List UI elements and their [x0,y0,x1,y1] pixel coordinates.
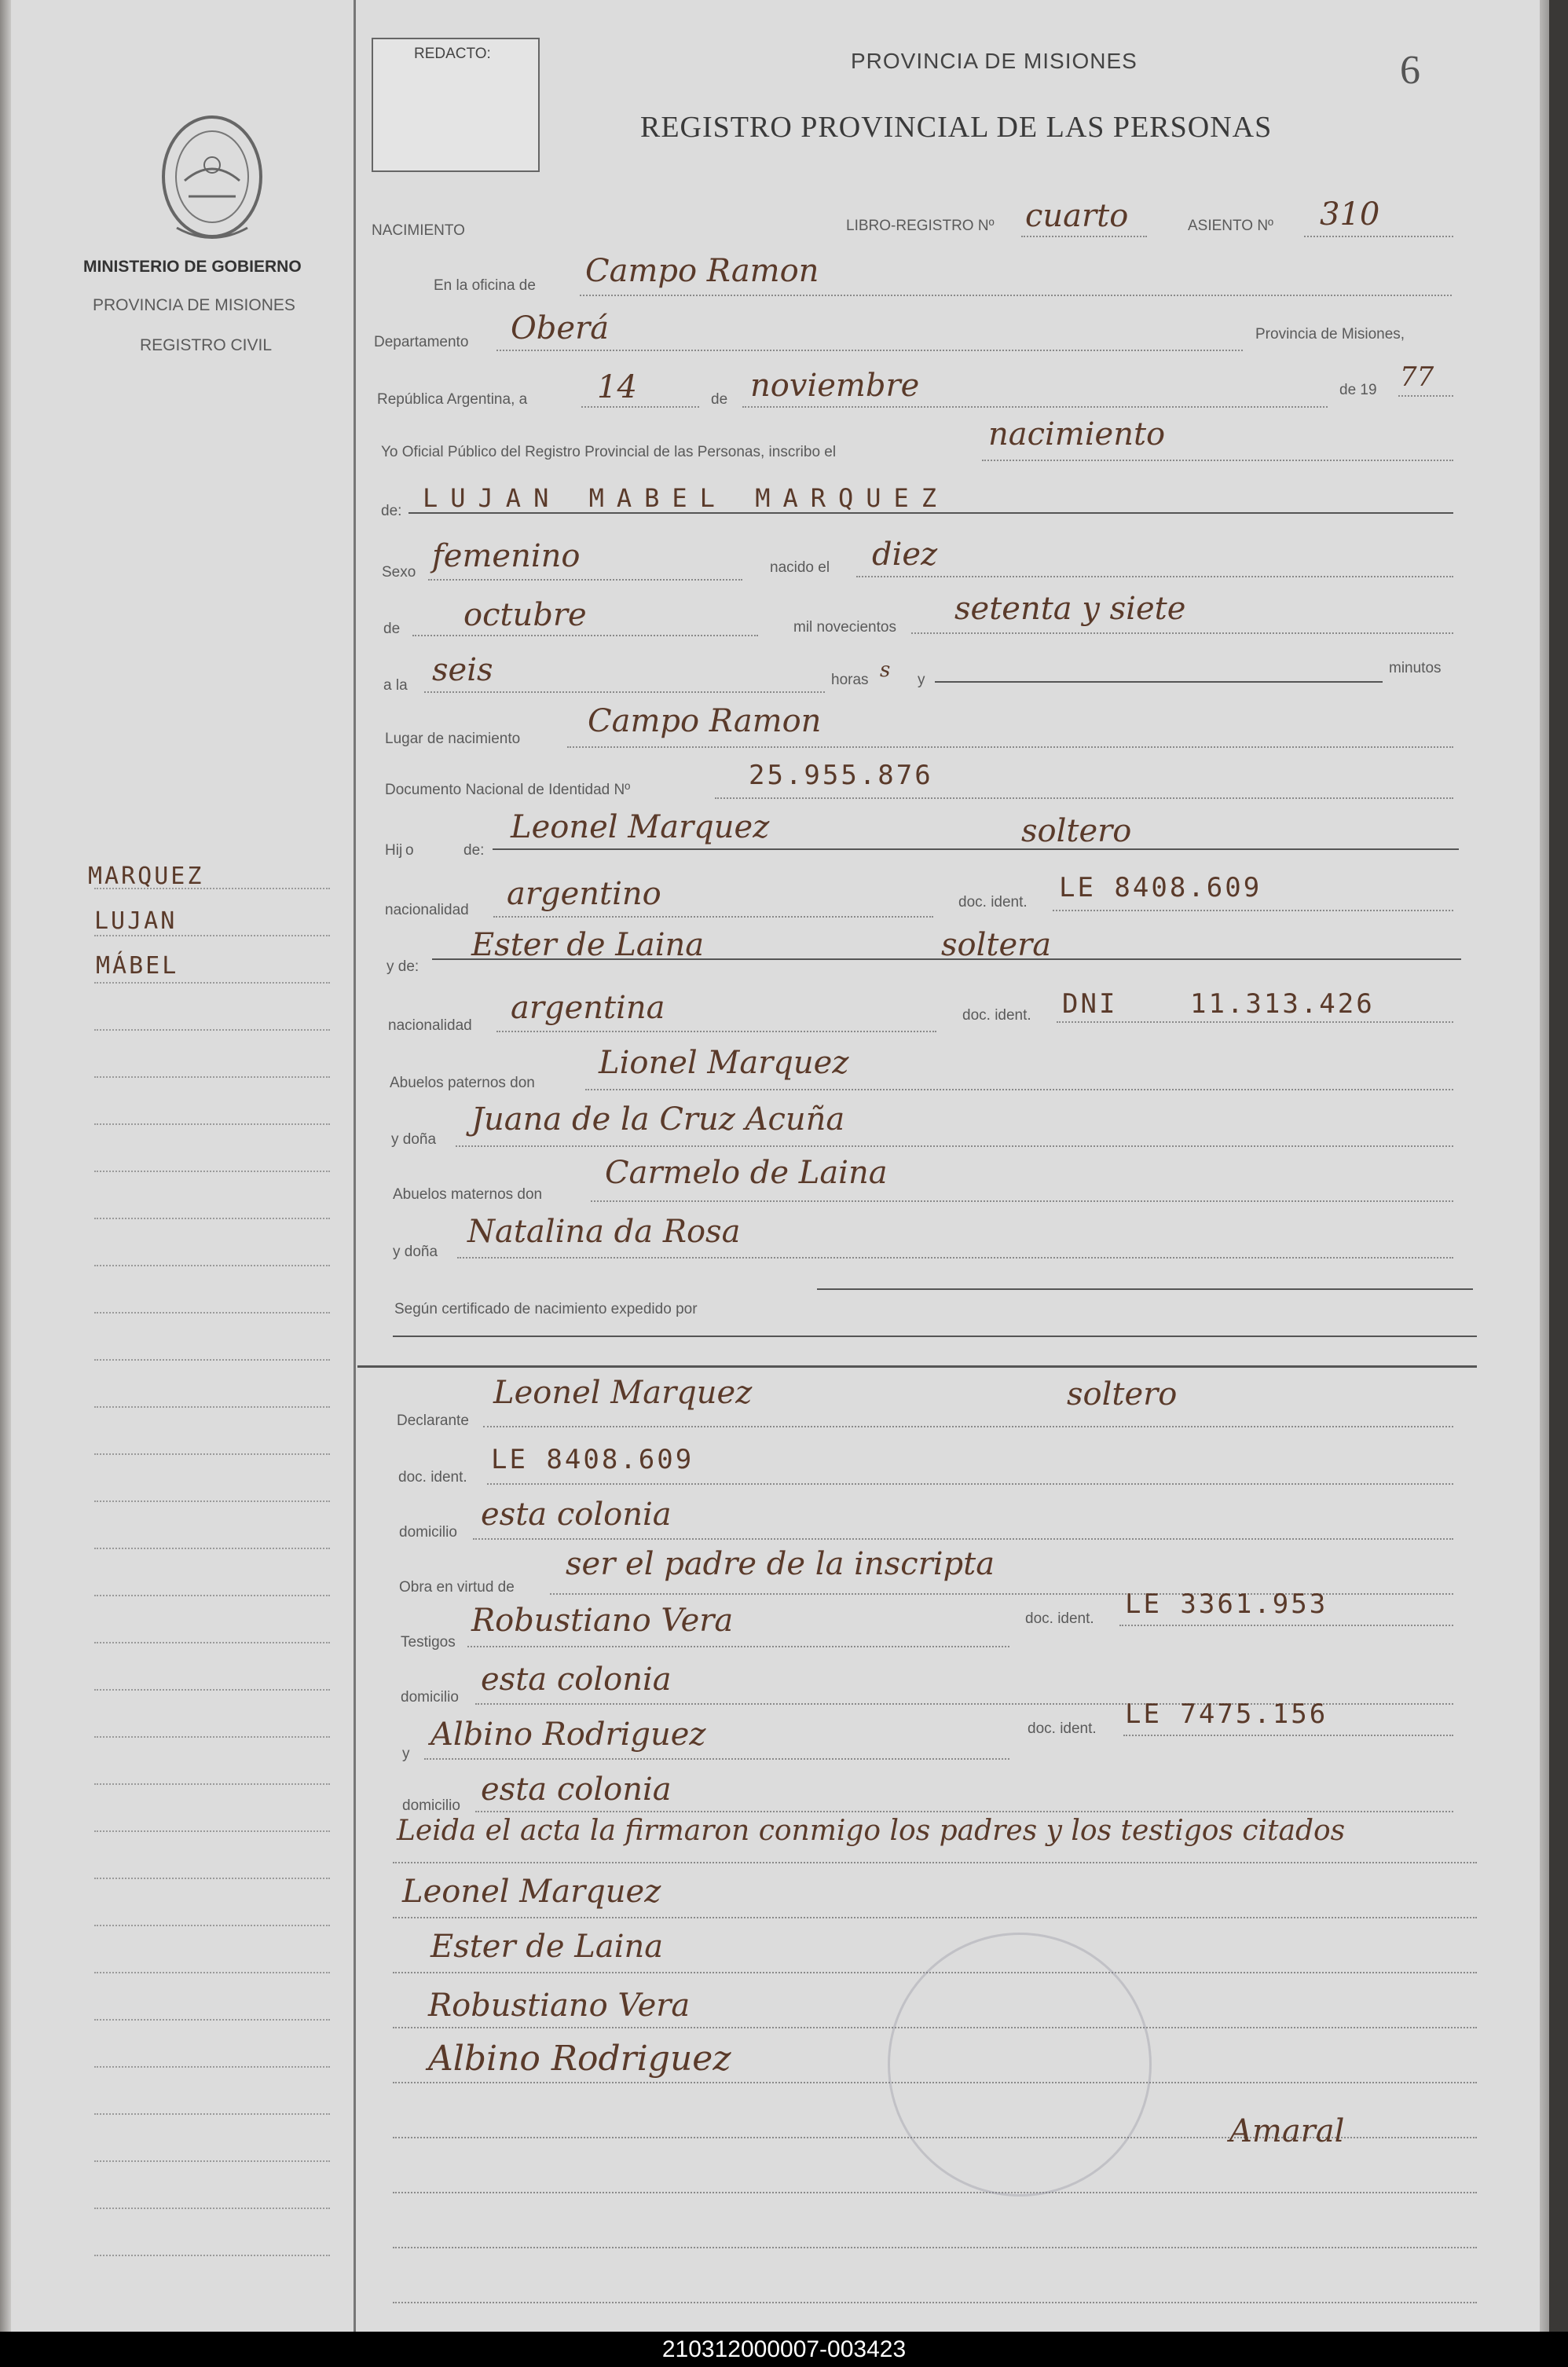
y-de-label: y de: [387,958,419,975]
de-nombre-label: de: [381,503,402,519]
margin-rule [94,1218,330,1219]
province-heading: PROVINCIA DE MISIONES [851,49,1138,73]
testigo2-doc-value: LE 7475.156 [1125,1698,1328,1730]
province-label: PROVINCIA DE MISIONES [93,296,295,314]
departamento-label: Departamento [374,334,469,350]
provincia-label: Provincia de Misiones, [1255,326,1405,343]
margin-rule [94,935,330,936]
testigo1-doc-rule [1119,1625,1453,1626]
dia-value: 14 [597,369,637,405]
anio-nacimiento-rule [911,632,1453,634]
ruled-line [393,2192,1477,2193]
margin-rule [94,1878,330,1879]
asiento-value: 310 [1320,196,1380,233]
redacto-box [372,38,540,172]
nacionalidad-madre-label: nacionalidad [388,1017,472,1034]
yo-oficial-label: Yo Oficial Público del Registro Provincial de las Personas, inscribo el [381,444,837,460]
madre-value: Ester de Laina [471,927,705,963]
nombre-value: LUJAN MABEL MARQUEZ [423,483,950,513]
horas-suffix: s [880,658,891,682]
nacionalidad-label: nacionalidad [385,902,469,918]
dni-value: 25.955.876 [749,760,933,791]
mes-nacimiento-value: octubre [463,597,587,633]
abuelos-maternos-label: Abuelos maternos don [393,1186,543,1203]
testigo2-doc-rule [1123,1735,1453,1736]
madre-doc-value: 11.313.426 [1190,988,1375,1020]
de-padre-label: de: [463,842,485,859]
oficina-label: En la oficina de [434,277,536,294]
oficina-rule [580,295,1452,296]
margin-rule [94,1689,330,1691]
madre-doc-rule [1057,1021,1453,1023]
de-label: de [711,391,728,408]
registry-label: REGISTRO CIVIL [140,336,273,354]
padre-doc-value: LE 8408.609 [1059,872,1262,903]
margin-rule [94,2208,330,2209]
sexo-value: femenino [432,538,581,574]
margin-rule [94,1359,330,1361]
anio-nacimiento-value: setenta y siete [954,591,1186,627]
de-mes-label: de [383,621,401,637]
padre-nac-rule [493,916,933,918]
margin-rule [94,1500,330,1502]
abuela-paterna-rule [456,1145,1453,1147]
oficina-value: Campo Ramon [585,253,819,289]
margin-rule [94,1123,330,1125]
a-la-label: a la [383,677,408,694]
margin-rule [94,1265,330,1266]
republica-label: República Argentina, a [377,391,528,408]
margin-rule [94,1830,330,1832]
acto-rule [982,460,1453,461]
y-label: y [918,672,925,688]
padre-value: Leonel Marquez [511,809,770,845]
domicilio-t1-label: domicilio [401,1689,459,1706]
libro-label: LIBRO-REGISTRO Nº [846,218,995,234]
obra-value: ser el padre de la inscripta [566,1546,995,1582]
testigo2-rule [424,1758,1009,1760]
nacido-rule [856,576,1453,577]
padre-rule [493,848,1459,850]
madre-nacionalidad-value: argentina [511,990,665,1026]
hijo-suffix: o [405,842,414,859]
margin-rule [94,2019,330,2021]
nacimiento-label: NACIMIENTO [372,222,465,239]
sexo-label: Sexo [382,564,416,581]
mil-novecientos-label: mil novecientos [793,619,896,636]
lugar-rule [567,746,1453,748]
registry-stamp-icon [888,1933,1152,2197]
ruled-line [393,1862,1477,1863]
mes-rule [742,406,1328,408]
y-t2-label: y [402,1746,410,1762]
abuela-materna-rule [457,1257,1453,1259]
redacto-label: REDACTO: [414,46,491,62]
margin-rule [94,982,330,984]
doc-ident-madre-label: doc. ident. [962,1007,1031,1024]
margin-rule [94,1736,330,1738]
declarante-estado-value: soltero [1067,1376,1178,1413]
madre-estado-value: soltera [941,927,1052,963]
page-number: 6 [1400,48,1420,93]
ruled-line [393,2247,1477,2248]
horas-label: horas [831,672,869,688]
firma-4: Albino Rodriguez [428,2039,731,2079]
ruled-line [393,2302,1477,2303]
acto-value: nacimiento [988,416,1166,453]
testigos-label: Testigos [401,1634,456,1651]
hijo-label: Hij [385,842,403,859]
margin-rule [94,1171,330,1172]
testigo1-rule [467,1646,1009,1647]
firma-oficial: Amaral [1229,2113,1345,2149]
domicilio-rule [473,1538,1453,1540]
dia-nacimiento-value: diez [872,537,938,573]
domicilio-label: domicilio [399,1524,457,1541]
page-edge [1540,0,1549,2332]
padre-estado-value: soltero [1021,813,1132,849]
doc-ident-t1-label: doc. ident. [1025,1610,1094,1627]
ministry-label: MINISTERIO DE GOBIERNO [83,258,302,276]
nacido-label: nacido el [770,559,830,576]
margin-rule [94,1548,330,1549]
certificado-rule-2 [393,1336,1477,1337]
margin-rule [94,1312,330,1314]
doc-ident-t2-label: doc. ident. [1028,1720,1097,1737]
margin-rule [94,1642,330,1643]
doc-ident-label: doc. ident. [958,894,1028,911]
testigo2-domicilio-rule [475,1811,1453,1812]
y-dona-materna-label: y doña [393,1244,438,1260]
margin-rule [94,2066,330,2068]
margin-rule [94,1595,330,1596]
firma-1: Leonel Marquez [402,1874,661,1910]
anio-rule [1398,395,1453,397]
y-dona-label: y doña [391,1131,437,1148]
margin-divider [354,0,356,2332]
abuelo-paterno-value: Lionel Marquez [599,1045,849,1081]
hora-value: seis [432,652,493,688]
testigo1-doc-value: LE 3361.953 [1125,1588,1328,1620]
margin-rule [94,1783,330,1785]
padre-doc-rule [1053,910,1453,911]
firma-3: Robustiano Vera [428,1988,691,2024]
firma-2: Ester de Laina [430,1929,664,1965]
departamento-value: Oberá [511,310,610,346]
obra-virtud-label: Obra en virtud de [399,1579,515,1596]
testigo2-value: Albino Rodriguez [430,1717,706,1753]
madre-doc-type: DNI [1062,988,1118,1020]
registry-title: REGISTRO PROVINCIAL DE LAS PERSONAS [640,111,1273,144]
lugar-value: Campo Ramon [588,703,822,739]
departamento-rule [496,350,1243,351]
declarante-value: Leonel Marquez [493,1375,753,1411]
sexo-rule [428,579,742,581]
testigo1-value: Robustiano Vera [471,1603,734,1639]
margin-rule [94,1972,330,1973]
margin-name: LUJAN [94,907,178,935]
margin-rule [94,1453,330,1455]
margin-rule [94,1925,330,1926]
ruled-line [393,1917,1477,1918]
margin-name: MÁBEL [96,952,179,980]
abuelos-paternos-label: Abuelos paternos don [390,1075,535,1091]
asiento-rule [1304,236,1453,237]
padre-nacionalidad-value: argentino [507,876,661,912]
libro-rule [1021,236,1147,237]
testigo2-domicilio-value: esta colonia [481,1772,672,1808]
abuela-materna-value: Natalina da Rosa [467,1214,741,1250]
declarante-domicilio-value: esta colonia [481,1497,672,1533]
anio-label: de 19 [1339,382,1377,398]
dni-rule [715,797,1453,799]
segun-certificado-label: Según certificado de nacimiento expedido por [394,1301,698,1317]
asiento-label: ASIENTO Nº [1188,218,1273,234]
margin-rule [94,2160,330,2162]
declarante-doc-value: LE 8408.609 [491,1444,694,1475]
margin-rule [94,2255,330,2256]
margin-rule [94,1076,330,1078]
abuelo-paterno-rule [585,1089,1453,1090]
dia-rule [581,406,699,408]
declarante-rule [483,1426,1453,1427]
book-spine [0,0,11,2332]
margin-rule [94,1029,330,1031]
anio-value: 77 [1400,361,1434,393]
cierre-text: Leida el acta la firmaron conmigo los padres y los testigos citados [397,1815,1346,1847]
section-divider [357,1365,1477,1368]
certificado-rule [817,1288,1473,1290]
minutos-label: minutos [1389,660,1442,676]
image-id-footer: 210312000007-003423 [0,2332,1568,2367]
abuela-paterna-value: Juana de la Cruz Acuña [471,1101,845,1138]
margin-rule [94,2113,330,2115]
province-seal-icon [153,110,271,244]
declarante-label: Declarante [397,1413,469,1429]
madre-nac-rule [496,1031,936,1032]
domicilio-t2-label: domicilio [402,1797,460,1814]
mes-nacimiento-rule [412,635,758,636]
lugar-label: Lugar de nacimiento [385,731,521,747]
abuelo-materno-value: Carmelo de Laina [605,1155,888,1191]
minutos-rule [935,681,1383,683]
dni-label: Documento Nacional de Identidad Nº [385,782,631,798]
mes-value: noviembre [750,368,920,404]
testigo1-domicilio-value: esta colonia [481,1662,672,1698]
margin-rule [94,1406,330,1408]
doc-ident-decl-label: doc. ident. [398,1469,467,1486]
margin-name: MARQUEZ [88,863,204,890]
hora-rule [424,691,825,693]
libro-value: cuarto [1025,198,1129,234]
abuelo-materno-rule [591,1200,1453,1202]
declarante-doc-rule [487,1483,1453,1485]
